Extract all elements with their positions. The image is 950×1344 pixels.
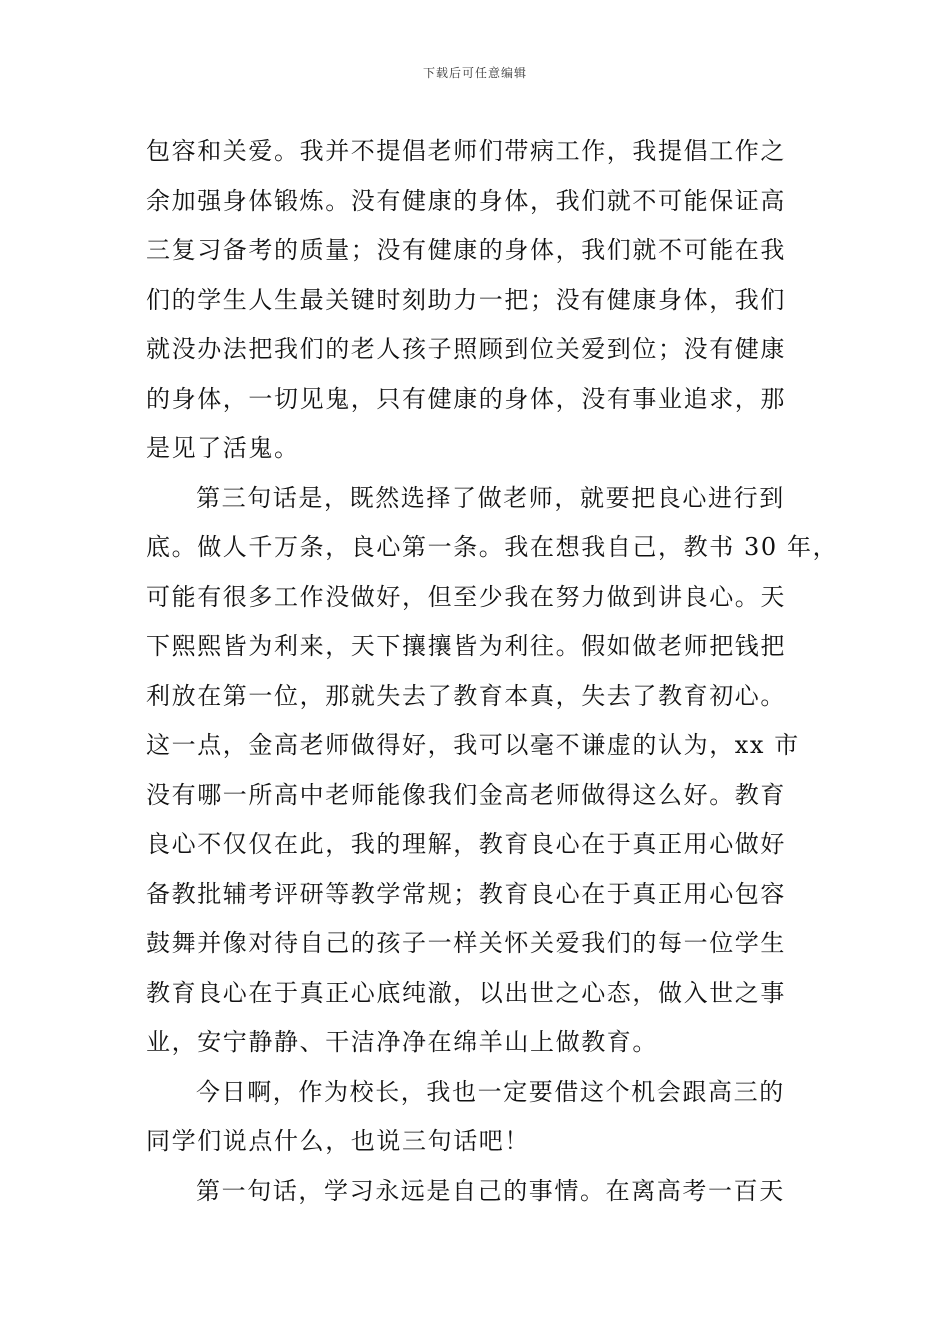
text-line: 第三句话是，既然选择了做老师，就要把良心进行到 [196, 483, 785, 512]
text-line: 的身体，一切见鬼，只有健康的身体，没有事业追求，那 [146, 384, 786, 413]
text-line: 同学们说点什么，也说三句话吧！ [146, 1127, 530, 1155]
text-line: 余加强身体锻炼。没有健康的身体，我们就不可能保证高 [146, 186, 786, 215]
text-line: 可能有很多工作没做好，但至少我在努力做到讲良心。天 [146, 582, 786, 611]
text-line: 就没办法把我们的老人孩子照顾到位关爱到位；没有健康 [146, 335, 786, 363]
text-line: 今日啊，作为校长，我也一定要借这个机会跟高三的 [196, 1077, 785, 1106]
page-header: 下载后可任意编辑 [422, 66, 527, 80]
text-line: 们的学生人生最关键时刻助力一把；没有健康身体，我们 [146, 285, 786, 314]
text-line: 鼓舞并像对待自己的孩子一样关怀关爱我们的每一位学生 [146, 929, 786, 957]
document-body [146, 127, 839, 1216]
text-line: 包容和关爱。我并不提倡老师们带病工作，我提倡工作之 [146, 137, 786, 165]
text-line: 这一点，金高老师做得好，我可以毫不谦虚的认为，xx 市 [146, 731, 800, 759]
text-line: 利放在第一位，那就失去了教育本真，失去了教育初心。 [146, 681, 786, 710]
text-line: 没有哪一所高中老师能像我们金高老师做得这么好。教育 [146, 780, 786, 809]
text-line: 良心不仅仅在此，我的理解，教育良心在于真正用心做好 [146, 830, 786, 858]
text-line: 是见了活鬼。 [146, 434, 300, 462]
text-line: 教育良心在于真正心底纯澈，以出世之心态，做入世之事 [146, 978, 786, 1007]
text-line: 第一句话，学习永远是自己的事情。在离高考一百天 [196, 1176, 785, 1205]
text-line: 备教批辅考评研等教学常规；教育良心在于真正用心包容 [146, 879, 786, 908]
text-line: 底。做人千万条，良心第一条。我在想我自己，教书 30 年， [146, 533, 839, 561]
text-line: 三复习备考的质量；没有健康的身体，我们就不可能在我 [146, 236, 786, 264]
text-line: 业，安宁静静、干洁净净在绵羊山上做教育。 [146, 1028, 658, 1056]
text-line: 下熙熙皆为利来，天下攘攘皆为利往。假如做老师把钱把 [146, 632, 786, 660]
